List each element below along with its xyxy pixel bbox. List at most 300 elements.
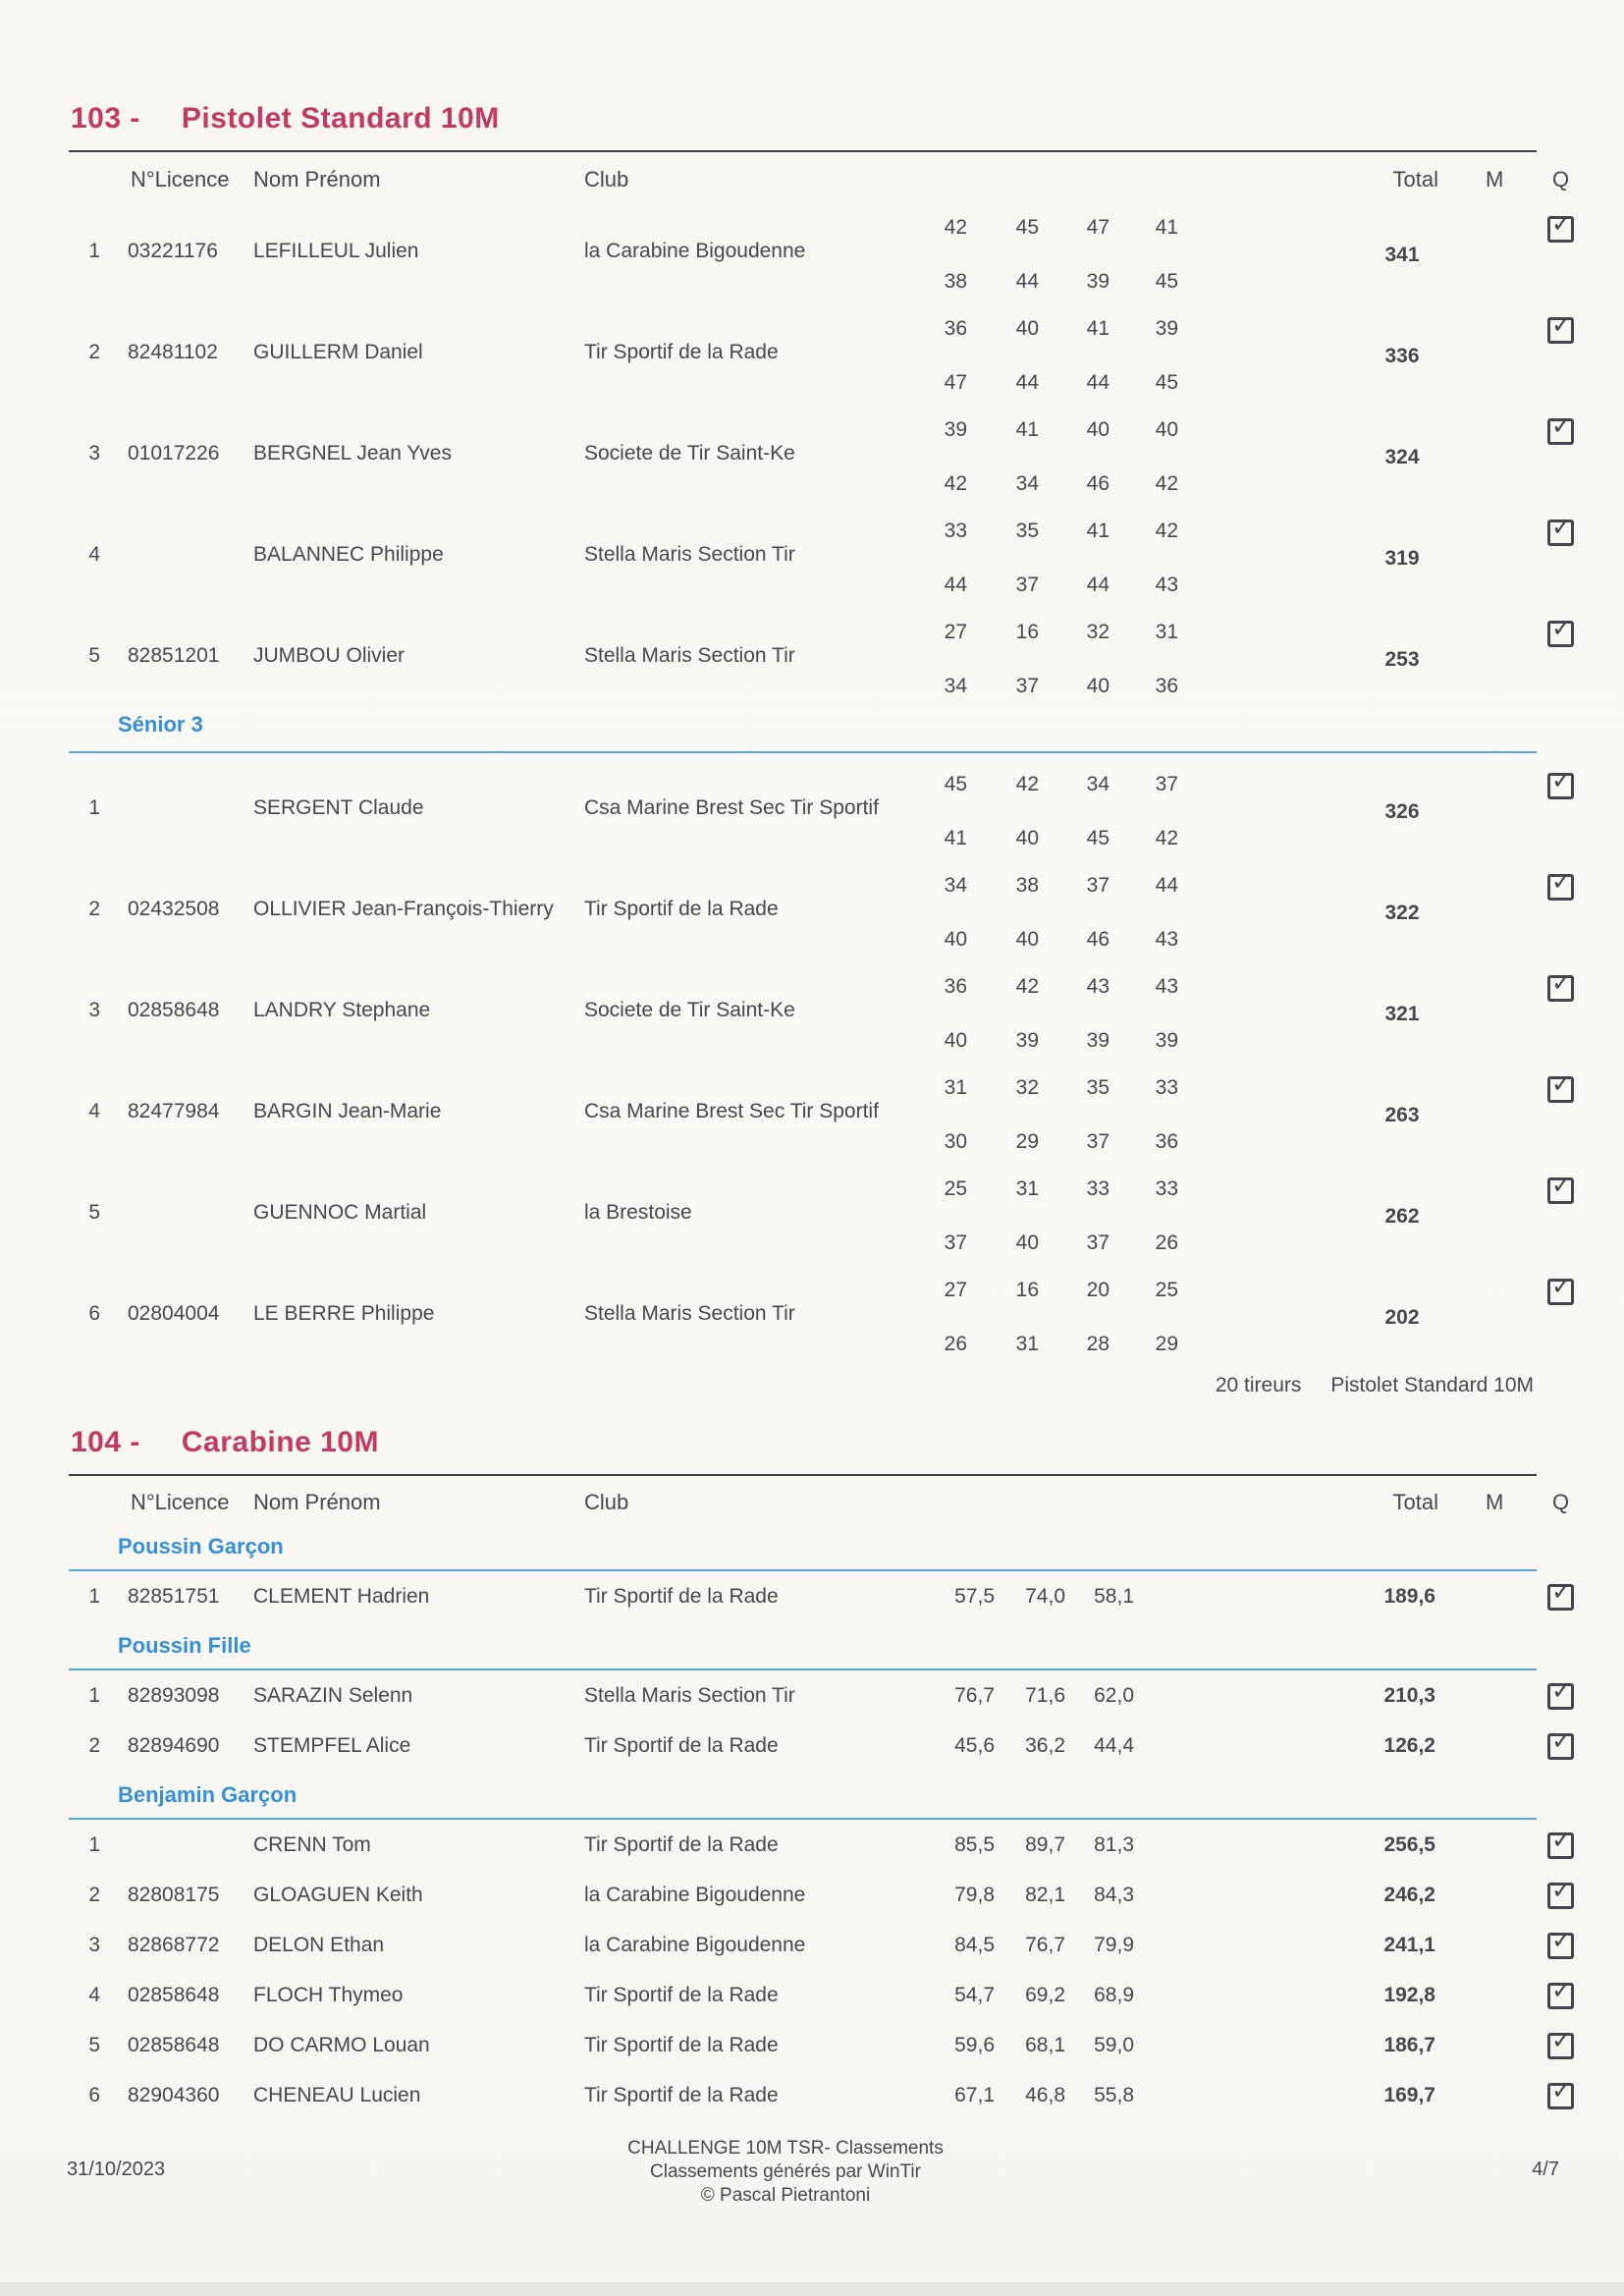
series-score: 47: [1086, 216, 1110, 239]
series-score: 39: [1155, 1029, 1178, 1052]
result-row: [69, 1721, 1572, 1771]
series-score: 45: [1086, 827, 1110, 849]
name-cell: LANDRY Stephane: [253, 999, 431, 1021]
series-score: 29: [1015, 1130, 1039, 1153]
rank-cell: 2: [88, 898, 100, 920]
club-cell: Tir Sportif de la Rade: [584, 1833, 779, 1856]
series-score: 33: [1155, 1177, 1178, 1200]
category-header: [69, 1522, 1537, 1571]
summary-discipline: Pistolet Standard 10M: [1330, 1374, 1534, 1396]
series-score: 44: [1155, 874, 1178, 897]
rank-cell: 3: [88, 442, 100, 465]
series-score: 81,3: [1094, 1833, 1134, 1856]
total-cell: 169,7: [1383, 2084, 1435, 2106]
club-cell: Stella Maris Section Tir: [584, 543, 795, 566]
series-score: 71,6: [1025, 1684, 1065, 1707]
series-score: 32: [1015, 1076, 1039, 1099]
club-cell: Tir Sportif de la Rade: [584, 898, 779, 920]
footer-line-1: CHALLENGE 10M TSR- Classements: [627, 2138, 944, 2159]
category-header: [69, 702, 1537, 753]
rank-cell: 5: [88, 1201, 100, 1224]
series-score: 36,2: [1025, 1734, 1065, 1757]
column-header-total: Total: [1392, 1490, 1438, 1514]
series-score: 43: [1155, 574, 1178, 596]
series-score: 46: [1086, 472, 1110, 495]
section-103-title: [71, 102, 500, 136]
result-row: [69, 854, 1572, 956]
check-icon: ✓: [1551, 767, 1572, 794]
series-score: 42: [1155, 827, 1178, 849]
rank-cell: 2: [88, 341, 100, 363]
name-cell: OLLIVIER Jean-François-Thierry: [253, 898, 554, 920]
check-icon: ✓: [1551, 1927, 1572, 1954]
club-cell: Tir Sportif de la Rade: [584, 1734, 779, 1757]
series-score: 68,9: [1094, 1984, 1134, 2006]
rank-cell: 4: [88, 1984, 100, 2006]
name-cell: BERGNEL Jean Yves: [253, 442, 452, 465]
club-cell: Societe de Tir Saint-Ke: [584, 442, 795, 465]
series-score: 57,5: [954, 1585, 995, 1608]
result-row: [69, 1920, 1572, 1970]
series-score: 59,6: [954, 2034, 995, 2056]
qualified-checkbox: [1547, 2027, 1574, 2059]
check-icon: ✓: [1551, 2077, 1572, 2105]
series-score: 41: [1086, 317, 1110, 340]
series-score: 42: [1015, 975, 1039, 998]
rank-cell: 3: [88, 999, 100, 1021]
result-row: [69, 1870, 1572, 1920]
section-103-code: 103 -: [71, 102, 140, 135]
series-score: 41: [1155, 216, 1178, 239]
check-icon: ✓: [1551, 2027, 1572, 2054]
licence-cell: 02858648: [128, 1984, 220, 2006]
name-cell: BARGIN Jean-Marie: [253, 1100, 442, 1122]
series-score: 85,5: [954, 1833, 995, 1856]
series-score: 84,5: [954, 1934, 995, 1956]
club-cell: Tir Sportif de la Rade: [584, 1585, 779, 1608]
total-cell: 322: [1384, 902, 1420, 924]
column-header-licence: N°Licence: [131, 167, 230, 191]
category-header: [69, 1771, 1537, 1820]
check-icon: ✓: [1551, 311, 1572, 339]
section-103-table-header: [69, 167, 1570, 192]
series-score: 41: [1086, 519, 1110, 542]
club-cell: la Carabine Bigoudenne: [584, 1884, 806, 1906]
result-row: [69, 1970, 1572, 2020]
series-score: 37: [1086, 1130, 1110, 1153]
shooter-count: 20 tireurs: [1215, 1374, 1302, 1396]
rank-cell: 6: [88, 2084, 100, 2106]
series-score: 41: [944, 827, 967, 849]
series-score: 55,8: [1094, 2084, 1134, 2106]
series-score: 37: [944, 1231, 967, 1254]
category-label: Benjamin Garçon: [118, 1782, 298, 1807]
check-icon: ✓: [1551, 1877, 1572, 1904]
total-cell: 126,2: [1383, 1734, 1435, 1757]
series-score: 38: [944, 270, 967, 293]
qualified-checkbox: [1547, 1273, 1574, 1305]
result-row: [69, 956, 1572, 1057]
footer-line-3: © Pascal Pietrantoni: [700, 2185, 871, 2206]
licence-cell: 01017226: [128, 442, 220, 465]
series-score: 25: [1155, 1279, 1178, 1301]
series-score: 34: [1086, 773, 1110, 795]
licence-cell: 82808175: [128, 1884, 220, 1906]
qualified-checkbox: [1547, 1070, 1574, 1103]
qualified-checkbox: [1547, 311, 1574, 344]
series-score: 79,9: [1094, 1934, 1134, 1956]
series-score: 40: [1015, 1231, 1039, 1254]
series-score: 26: [1155, 1231, 1178, 1254]
result-row: [69, 1571, 1572, 1621]
series-score: 16: [1015, 621, 1039, 643]
series-score: 33: [1155, 1076, 1178, 1099]
series-score: 68,1: [1025, 2034, 1065, 2056]
series-score: 42: [1015, 773, 1039, 795]
result-row: [69, 1820, 1572, 1870]
total-cell: 319: [1384, 547, 1420, 570]
series-score: 44: [1086, 371, 1110, 394]
qualified-checkbox: [1547, 868, 1574, 901]
column-header-m: M: [1486, 1490, 1504, 1514]
total-cell: 241,1: [1383, 1934, 1435, 1956]
footer-date: 31/10/2023: [67, 2159, 166, 2180]
series-score: 59,0: [1094, 2034, 1134, 2056]
licence-cell: 82904360: [128, 2084, 220, 2106]
rank-cell: 2: [88, 1884, 100, 1906]
series-score: 40: [1155, 418, 1178, 441]
result-row: [69, 298, 1572, 399]
licence-cell: 82894690: [128, 1734, 220, 1757]
series-score: 37: [1015, 675, 1039, 697]
series-score: 84,3: [1094, 1884, 1134, 1906]
total-cell: 186,7: [1383, 2034, 1435, 2056]
category-header: [69, 1621, 1537, 1670]
result-row: [69, 500, 1572, 601]
series-score: 44,4: [1094, 1734, 1134, 1757]
series-score: 79,8: [954, 1884, 995, 1906]
series-score: 40: [1086, 675, 1110, 697]
series-score: 69,2: [1025, 1984, 1065, 2006]
qualified-checkbox: [1547, 969, 1574, 1002]
series-score: 34: [1015, 472, 1039, 495]
name-cell: BALANNEC Philippe: [253, 543, 444, 566]
series-score: 37: [1086, 874, 1110, 897]
total-cell: 246,2: [1383, 1884, 1435, 1906]
series-score: 40: [1015, 928, 1039, 951]
series-score: 35: [1086, 1076, 1110, 1099]
column-header-club: Club: [584, 167, 629, 191]
total-cell: 321: [1384, 1003, 1420, 1025]
series-score: 42: [1155, 472, 1178, 495]
series-score: 44: [944, 574, 967, 596]
column-header-name: Nom Prénom: [253, 167, 381, 191]
check-icon: ✓: [1551, 1172, 1572, 1199]
series-score: 31: [1015, 1333, 1039, 1355]
series-score: 82,1: [1025, 1884, 1065, 1906]
series-score: 40: [1086, 418, 1110, 441]
series-score: 45: [1155, 270, 1178, 293]
series-score: 38: [1015, 874, 1039, 897]
result-row: [69, 1259, 1572, 1360]
series-score: 31: [1015, 1177, 1039, 1200]
name-cell: GLOAGUEN Keith: [253, 1884, 423, 1906]
result-row: [69, 1158, 1572, 1259]
result-row: [69, 1057, 1572, 1158]
footer-center: [373, 2137, 1198, 2208]
total-cell: 324: [1384, 446, 1420, 468]
footer-page-number: 4/7: [1532, 2159, 1559, 2180]
total-cell: 202: [1384, 1306, 1420, 1329]
check-icon: ✓: [1551, 1727, 1572, 1755]
check-icon: ✓: [1551, 868, 1572, 896]
series-score: 43: [1155, 975, 1178, 998]
section-104-rows: [69, 1522, 1572, 2120]
series-score: 32: [1086, 621, 1110, 643]
category-label: Poussin Fille: [118, 1633, 251, 1658]
licence-cell: 82868772: [128, 1934, 220, 1956]
series-score: 27: [944, 621, 967, 643]
check-icon: ✓: [1551, 210, 1572, 238]
rank-cell: 1: [88, 240, 100, 262]
qualified-checkbox: [1547, 514, 1574, 546]
series-score: 44: [1086, 574, 1110, 596]
series-score: 39: [1155, 317, 1178, 340]
name-cell: DELON Ethan: [253, 1934, 385, 1956]
rank-cell: 5: [88, 644, 100, 667]
series-score: 39: [1086, 1029, 1110, 1052]
rank-cell: 4: [88, 1100, 100, 1122]
series-score: 40: [944, 928, 967, 951]
section-104-name: Carabine 10M: [181, 1426, 379, 1458]
category-label: Sénior 3: [118, 712, 203, 737]
series-score: 54,7: [954, 1984, 995, 2006]
rank-cell: 4: [88, 543, 100, 566]
column-header-club: Club: [584, 1490, 629, 1514]
section-104-code: 104 -: [71, 1426, 140, 1458]
series-score: 40: [1015, 317, 1039, 340]
series-score: 39: [1086, 270, 1110, 293]
series-score: 29: [1155, 1333, 1178, 1355]
series-score: 40: [1015, 827, 1039, 849]
series-score: 62,0: [1094, 1684, 1134, 1707]
total-cell: 189,6: [1383, 1585, 1435, 1608]
footer-line-2: Classements générés par WinTir: [650, 2161, 921, 2182]
total-cell: 326: [1384, 800, 1420, 823]
result-row: [69, 2070, 1572, 2120]
series-score: 33: [1086, 1177, 1110, 1200]
result-row: [69, 601, 1572, 702]
name-cell: JUMBOU Olivier: [253, 644, 406, 667]
series-score: 37: [1155, 773, 1178, 795]
qualified-checkbox: [1547, 1727, 1574, 1760]
series-score: 42: [944, 472, 967, 495]
rank-cell: 6: [88, 1302, 100, 1325]
licence-cell: 82477984: [128, 1100, 220, 1122]
series-score: 36: [944, 975, 967, 998]
series-score: 31: [944, 1076, 967, 1099]
series-score: 42: [944, 216, 967, 239]
series-score: 37: [1015, 574, 1039, 596]
qualified-checkbox: [1547, 1927, 1574, 1959]
name-cell: STEMPFEL Alice: [253, 1734, 411, 1757]
result-row: [69, 399, 1572, 500]
club-cell: Csa Marine Brest Sec Tir Sportif: [584, 1100, 879, 1122]
check-icon: ✓: [1551, 412, 1572, 440]
name-cell: SERGENT Claude: [253, 796, 424, 819]
qualified-checkbox: [1547, 615, 1574, 647]
licence-cell: 82851751: [128, 1585, 220, 1608]
licence-cell: 82851201: [128, 644, 220, 667]
column-header-licence: N°Licence: [131, 1490, 230, 1514]
series-score: 20: [1086, 1279, 1110, 1301]
series-score: 27: [944, 1279, 967, 1301]
club-cell: Tir Sportif de la Rade: [584, 2084, 779, 2106]
check-icon: ✓: [1551, 1977, 1572, 2004]
series-score: 26: [944, 1333, 967, 1355]
check-icon: ✓: [1551, 1070, 1572, 1098]
licence-cell: 02858648: [128, 999, 220, 1021]
qualified-checkbox: [1547, 2077, 1574, 2109]
series-score: 41: [1015, 418, 1039, 441]
total-cell: 253: [1384, 648, 1420, 671]
section-103-name: Pistolet Standard 10M: [181, 102, 500, 135]
series-score: 40: [944, 1029, 967, 1052]
series-score: 43: [1155, 928, 1178, 951]
section-104-title: [71, 1426, 379, 1459]
category-label: Poussin Garçon: [118, 1534, 284, 1558]
check-icon: ✓: [1551, 1578, 1572, 1606]
series-score: 34: [944, 874, 967, 897]
series-score: 76,7: [954, 1684, 995, 1707]
total-cell: 210,3: [1383, 1684, 1435, 1707]
check-icon: ✓: [1551, 969, 1572, 997]
club-cell: la Brestoise: [584, 1201, 692, 1224]
rank-cell: 5: [88, 2034, 100, 2056]
club-cell: Csa Marine Brest Sec Tir Sportif: [584, 796, 879, 819]
column-header-q: Q: [1552, 167, 1570, 191]
check-icon: ✓: [1551, 615, 1572, 642]
club-cell: la Carabine Bigoudenne: [584, 1934, 806, 1956]
series-score: 44: [1015, 371, 1039, 394]
series-score: 36: [1155, 675, 1178, 697]
series-score: 45: [944, 773, 967, 795]
series-score: 76,7: [1025, 1934, 1065, 1956]
series-score: 39: [1015, 1029, 1039, 1052]
series-score: 45: [1155, 371, 1178, 394]
section-103-header-rule: [69, 150, 1537, 152]
name-cell: SARAZIN Selenn: [253, 1684, 413, 1707]
total-cell: 336: [1384, 345, 1420, 367]
series-score: 46: [1086, 928, 1110, 951]
series-score: 45,6: [954, 1734, 995, 1757]
series-score: 46,8: [1025, 2084, 1065, 2106]
series-score: 44: [1015, 270, 1039, 293]
rank-cell: 1: [88, 1833, 100, 1856]
series-score: 16: [1015, 1279, 1039, 1301]
series-score: 67,1: [954, 2084, 995, 2106]
club-cell: Tir Sportif de la Rade: [584, 1984, 779, 2006]
qualified-checkbox: [1547, 1578, 1574, 1611]
total-cell: 341: [1384, 244, 1420, 266]
club-cell: Stella Maris Section Tir: [584, 1684, 795, 1707]
club-cell: la Carabine Bigoudenne: [584, 240, 806, 262]
series-score: 74,0: [1025, 1585, 1065, 1608]
name-cell: LE BERRE Philippe: [253, 1302, 435, 1325]
section-104-header-rule: [69, 1474, 1537, 1476]
series-score: 89,7: [1025, 1833, 1065, 1856]
rank-cell: 1: [88, 796, 100, 819]
check-icon: ✓: [1551, 514, 1572, 541]
licence-cell: 03221176: [128, 240, 218, 262]
series-score: 43: [1086, 975, 1110, 998]
column-header-m: M: [1486, 167, 1504, 191]
rank-cell: 1: [88, 1585, 100, 1608]
series-score: 42: [1155, 519, 1178, 542]
series-score: 28: [1086, 1333, 1110, 1355]
licence-cell: 82481102: [128, 341, 218, 363]
scan-edge-artifact: [0, 2282, 1624, 2296]
name-cell: CLEMENT Hadrien: [253, 1585, 430, 1608]
qualified-checkbox: [1547, 1877, 1574, 1909]
club-cell: Tir Sportif de la Rade: [584, 2034, 779, 2056]
qualified-checkbox: [1547, 1677, 1574, 1710]
club-cell: Stella Maris Section Tir: [584, 644, 795, 667]
total-cell: 263: [1384, 1104, 1420, 1126]
series-score: 37: [1086, 1231, 1110, 1254]
qualified-checkbox: [1547, 412, 1574, 445]
series-score: 33: [944, 519, 967, 542]
name-cell: DO CARMO Louan: [253, 2034, 430, 2056]
column-header-total: Total: [1392, 167, 1438, 191]
name-cell: FLOCH Thymeo: [253, 1984, 404, 2006]
club-cell: Societe de Tir Saint-Ke: [584, 999, 795, 1021]
qualified-checkbox: [1547, 767, 1574, 799]
result-row: [69, 196, 1572, 298]
name-cell: GUILLERM Daniel: [253, 341, 423, 363]
result-row: [69, 753, 1572, 854]
series-score: 36: [1155, 1130, 1178, 1153]
total-cell: 256,5: [1383, 1833, 1435, 1856]
section-103-summary: [69, 1374, 1534, 1397]
series-score: 39: [944, 418, 967, 441]
qualified-checkbox: [1547, 1172, 1574, 1204]
column-header-name: Nom Prénom: [253, 1490, 381, 1514]
qualified-checkbox: [1547, 1977, 1574, 2009]
check-icon: ✓: [1551, 1827, 1572, 1854]
series-score: 25: [944, 1177, 967, 1200]
check-icon: ✓: [1551, 1273, 1572, 1300]
series-score: 30: [944, 1130, 967, 1153]
name-cell: GUENNOC Martial: [253, 1201, 427, 1224]
name-cell: LEFILLEUL Julien: [253, 240, 419, 262]
series-score: 34: [944, 675, 967, 697]
licence-cell: 82893098: [128, 1684, 220, 1707]
series-score: 31: [1155, 621, 1178, 643]
club-cell: Tir Sportif de la Rade: [584, 341, 779, 363]
rank-cell: 2: [88, 1734, 100, 1757]
total-cell: 262: [1384, 1205, 1420, 1228]
series-score: 36: [944, 317, 967, 340]
qualified-checkbox: [1547, 210, 1574, 243]
series-score: 35: [1015, 519, 1039, 542]
licence-cell: 02858648: [128, 2034, 220, 2056]
section-104-table-header: [69, 1490, 1570, 1515]
total-cell: 192,8: [1383, 1984, 1435, 2006]
column-header-q: Q: [1552, 1490, 1570, 1514]
result-row: [69, 2020, 1572, 2070]
name-cell: CHENEAU Lucien: [253, 2084, 421, 2106]
